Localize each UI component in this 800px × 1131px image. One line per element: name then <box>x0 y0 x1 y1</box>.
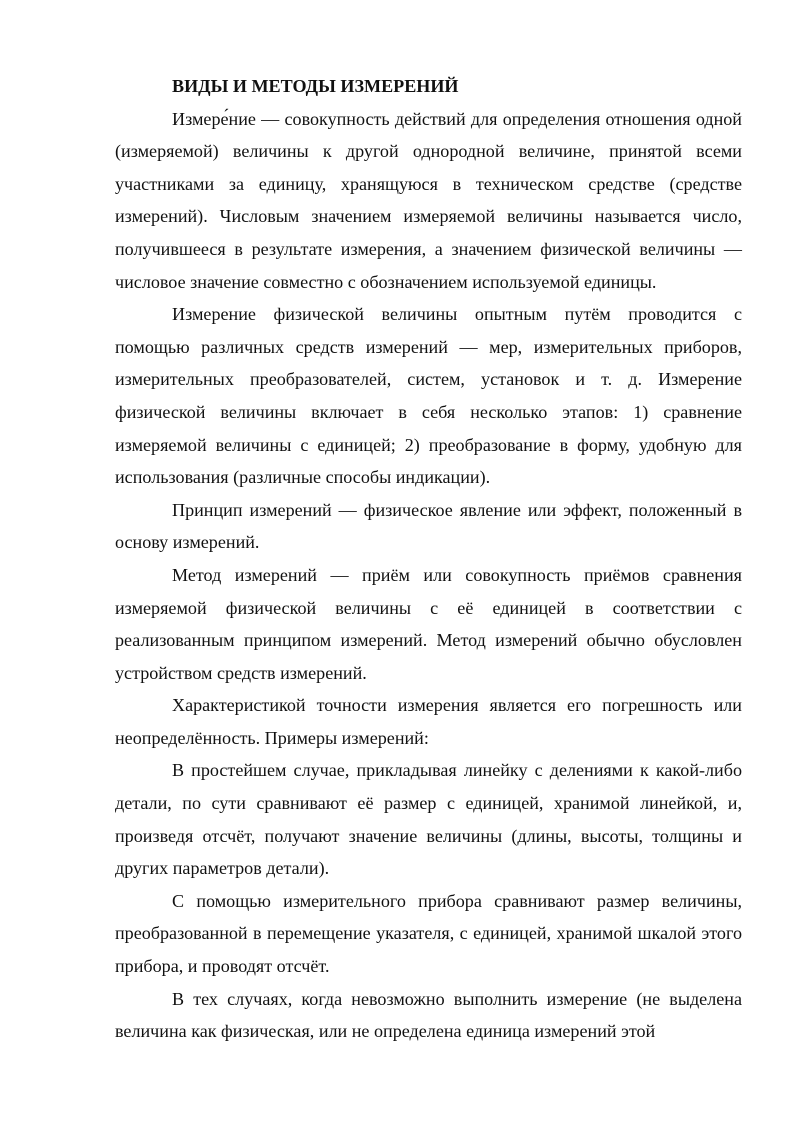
paragraph-instrument-example: С помощью измерительного прибора сравнивают размер величины, преобразованной в перемещение указателя, с единицей, хранимой шкалой этого прибора, и проводят отсчёт. <box>115 890 742 977</box>
paragraph-accuracy: Характеристикой точности измерения является его погрешность или неопределённость. Примеры измерений: <box>115 695 742 748</box>
paragraph-impossible-measurement: В тех случаях, когда невозможно выполнить измерение (не выделена величина как физическая, или не определена единица измерений этой <box>115 988 742 1042</box>
paragraph-measurement-definition: Измере́ние — совокупность действий для определения отношения одной (измеряемой) величины к другой однородной величине, принятой всеми участниками за единицу, хранящуюся в техническом средстве (средстве измерений). Числовым значением измеряемой величины называется число, получившееся в результате измерения, а значением физической величины — числовое значение совместно с обозначением используемой единицы. <box>115 108 742 292</box>
paragraph-ruler-example: В простейшем случае, прикладывая линейку с делениями к какой-либо детали, по сути сравнивают её размер с единицей, хранимой линейкой, и, произведя отсчёт, получают значение величины (длины, высоты, толщины и других параметров детали). <box>115 760 742 879</box>
document-body <box>115 70 742 1048</box>
paragraph-measurement-principle: Принцип измерений — физическое явление или эффект, положенный в основу измерений. <box>115 499 742 553</box>
document-title: ВИДЫ И МЕТОДЫ ИЗМЕРЕНИЙ <box>172 76 459 96</box>
paragraph-measurement-method: Метод измерений — приём или совокупность приёмов сравнения измеряемой физической величины с её единицей в соответствии с реализованным принципом измерений. Метод измерений обычно обусловлен устройством средств измерений. <box>115 564 742 683</box>
paragraph-physical-measurement: Измерение физической величины опытным путём проводится с помощью различных средств измерений — мер, измерительных приборов, измерительных преобразователей, систем, установок и т. д. Измерение физической величины включает в себя несколько этапов: 1) сравнение измеряемой величины с единицей; 2) преобразование в форму, удобную для использования (различные способы индикации). <box>115 304 742 488</box>
